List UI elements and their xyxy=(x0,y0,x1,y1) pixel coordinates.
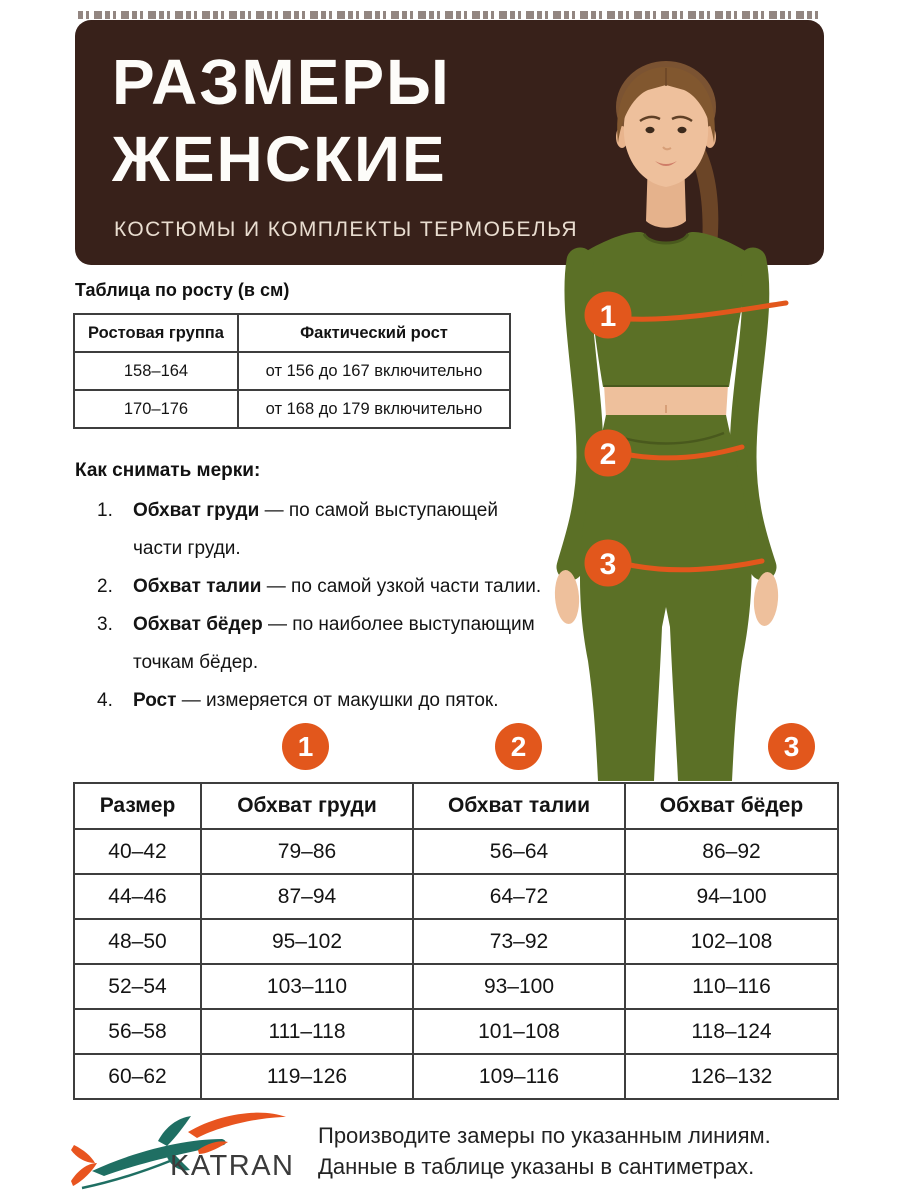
footer-note-line2: Данные в таблице указаны в сантиметрах. xyxy=(318,1154,755,1179)
table-cell: 118–124 xyxy=(625,1009,838,1054)
list-item xyxy=(97,682,542,720)
table-cell: от 168 до 179 включительно xyxy=(238,390,510,428)
model-figure xyxy=(544,57,900,781)
brand-logo xyxy=(70,1105,310,1195)
height-table xyxy=(73,313,511,429)
list-item-text: точкам бёдер. xyxy=(133,652,259,673)
table-cell: 56–64 xyxy=(413,829,625,874)
list-item-text: — по самой выступающей xyxy=(259,500,498,521)
model-hand-right xyxy=(752,571,780,627)
model-eye-left xyxy=(646,127,655,133)
page-subtitle: КОСТЮМЫ И КОМПЛЕКТЫ ТЕРМОБЕЛЬЯ xyxy=(114,218,578,241)
table-row xyxy=(74,964,838,1009)
page-title-line1: РАЗМЕРЫ xyxy=(112,46,451,118)
brand-name: KATRAN xyxy=(170,1150,295,1182)
table-cell: 86–92 xyxy=(625,829,838,874)
page-title-line2: ЖЕНСКИЕ xyxy=(112,123,447,195)
table-row xyxy=(74,1054,838,1099)
logo-dorsal-fin xyxy=(158,1116,191,1146)
list-item xyxy=(97,606,542,682)
table-cell: 170–176 xyxy=(74,390,238,428)
table-cell: 158–164 xyxy=(74,352,238,390)
table-cell: 102–108 xyxy=(625,919,838,964)
table-row xyxy=(74,829,838,874)
waist-marker-number: 2 xyxy=(599,438,617,471)
table-cell: 48–50 xyxy=(74,919,201,964)
table-cell: 103–110 xyxy=(201,964,413,1009)
column-marker-badge-1: 1 xyxy=(282,723,329,770)
logo-tail-upper xyxy=(71,1145,95,1163)
list-item-text: части груди. xyxy=(133,538,241,559)
list-item-number: 1. xyxy=(97,500,113,521)
size-table-header-row xyxy=(74,783,838,829)
table-cell: 95–102 xyxy=(201,919,413,964)
table-cell: 52–54 xyxy=(74,964,201,1009)
list-item-text: — измеряется от макушки до пяток. xyxy=(176,690,499,711)
table-cell: 73–92 xyxy=(413,919,625,964)
list-item-text: — по самой узкой части талии. xyxy=(261,576,542,597)
height-table-title: Таблица по росту (в см) xyxy=(75,280,290,300)
footer-note-line1: Производите замеры по указанным линиям. xyxy=(318,1123,771,1148)
model-illustration xyxy=(544,57,900,781)
table-row xyxy=(74,352,510,390)
list-item-number: 3. xyxy=(97,614,113,635)
list-item-term: Обхват талии xyxy=(133,576,262,597)
column-header: Ростовая группа xyxy=(74,314,238,352)
table-cell: 44–46 xyxy=(74,874,201,919)
table-cell: 94–100 xyxy=(625,874,838,919)
katran-logo-icon xyxy=(70,1105,310,1195)
table-cell: 56–58 xyxy=(74,1009,201,1054)
measure-guide-list xyxy=(97,492,542,720)
table-cell: 87–94 xyxy=(201,874,413,919)
list-item-term: Обхват груди xyxy=(133,500,260,521)
cropped-print-artifact xyxy=(78,11,820,19)
list-item-text: — по наиболее выступающим xyxy=(262,614,535,635)
logo-tail-lower xyxy=(71,1163,97,1186)
table-row xyxy=(74,1009,838,1054)
list-item-term: Рост xyxy=(133,690,177,711)
table-cell: 119–126 xyxy=(201,1054,413,1099)
table-cell: 101–108 xyxy=(413,1009,625,1054)
column-header: Обхват бёдер xyxy=(625,783,838,829)
list-item-number: 2. xyxy=(97,576,113,597)
column-header: Обхват талии xyxy=(413,783,625,829)
list-item xyxy=(97,568,542,606)
table-cell: 126–132 xyxy=(625,1054,838,1099)
column-header: Фактический рост xyxy=(238,314,510,352)
measure-guide-title: Как снимать мерки: xyxy=(75,460,261,481)
table-cell: 79–86 xyxy=(201,829,413,874)
table-cell: от 156 до 167 включительно xyxy=(238,352,510,390)
list-item-term: Обхват бёдер xyxy=(133,614,263,635)
table-cell: 93–100 xyxy=(413,964,625,1009)
hips-marker-number: 3 xyxy=(599,548,617,581)
table-cell: 110–116 xyxy=(625,964,838,1009)
footer-note xyxy=(318,1120,771,1182)
table-cell: 60–62 xyxy=(74,1054,201,1099)
list-item xyxy=(97,492,542,568)
table-row xyxy=(74,874,838,919)
height-table-header-row xyxy=(74,314,510,352)
logo-top-swoosh xyxy=(188,1113,286,1138)
column-header: Обхват груди xyxy=(201,783,413,829)
size-table xyxy=(73,782,839,1100)
page-title xyxy=(112,44,451,198)
table-row xyxy=(74,919,838,964)
table-cell: 109–116 xyxy=(413,1054,625,1099)
table-row xyxy=(74,390,510,428)
column-marker-badge-3: 3 xyxy=(768,723,815,770)
model-eye-right xyxy=(678,127,687,133)
column-header: Размер xyxy=(74,783,201,829)
table-cell: 111–118 xyxy=(201,1009,413,1054)
list-item-number: 4. xyxy=(97,690,113,711)
chest-marker-number: 1 xyxy=(599,300,617,333)
table-cell: 64–72 xyxy=(413,874,625,919)
column-marker-badge-2: 2 xyxy=(495,723,542,770)
table-cell: 40–42 xyxy=(74,829,201,874)
